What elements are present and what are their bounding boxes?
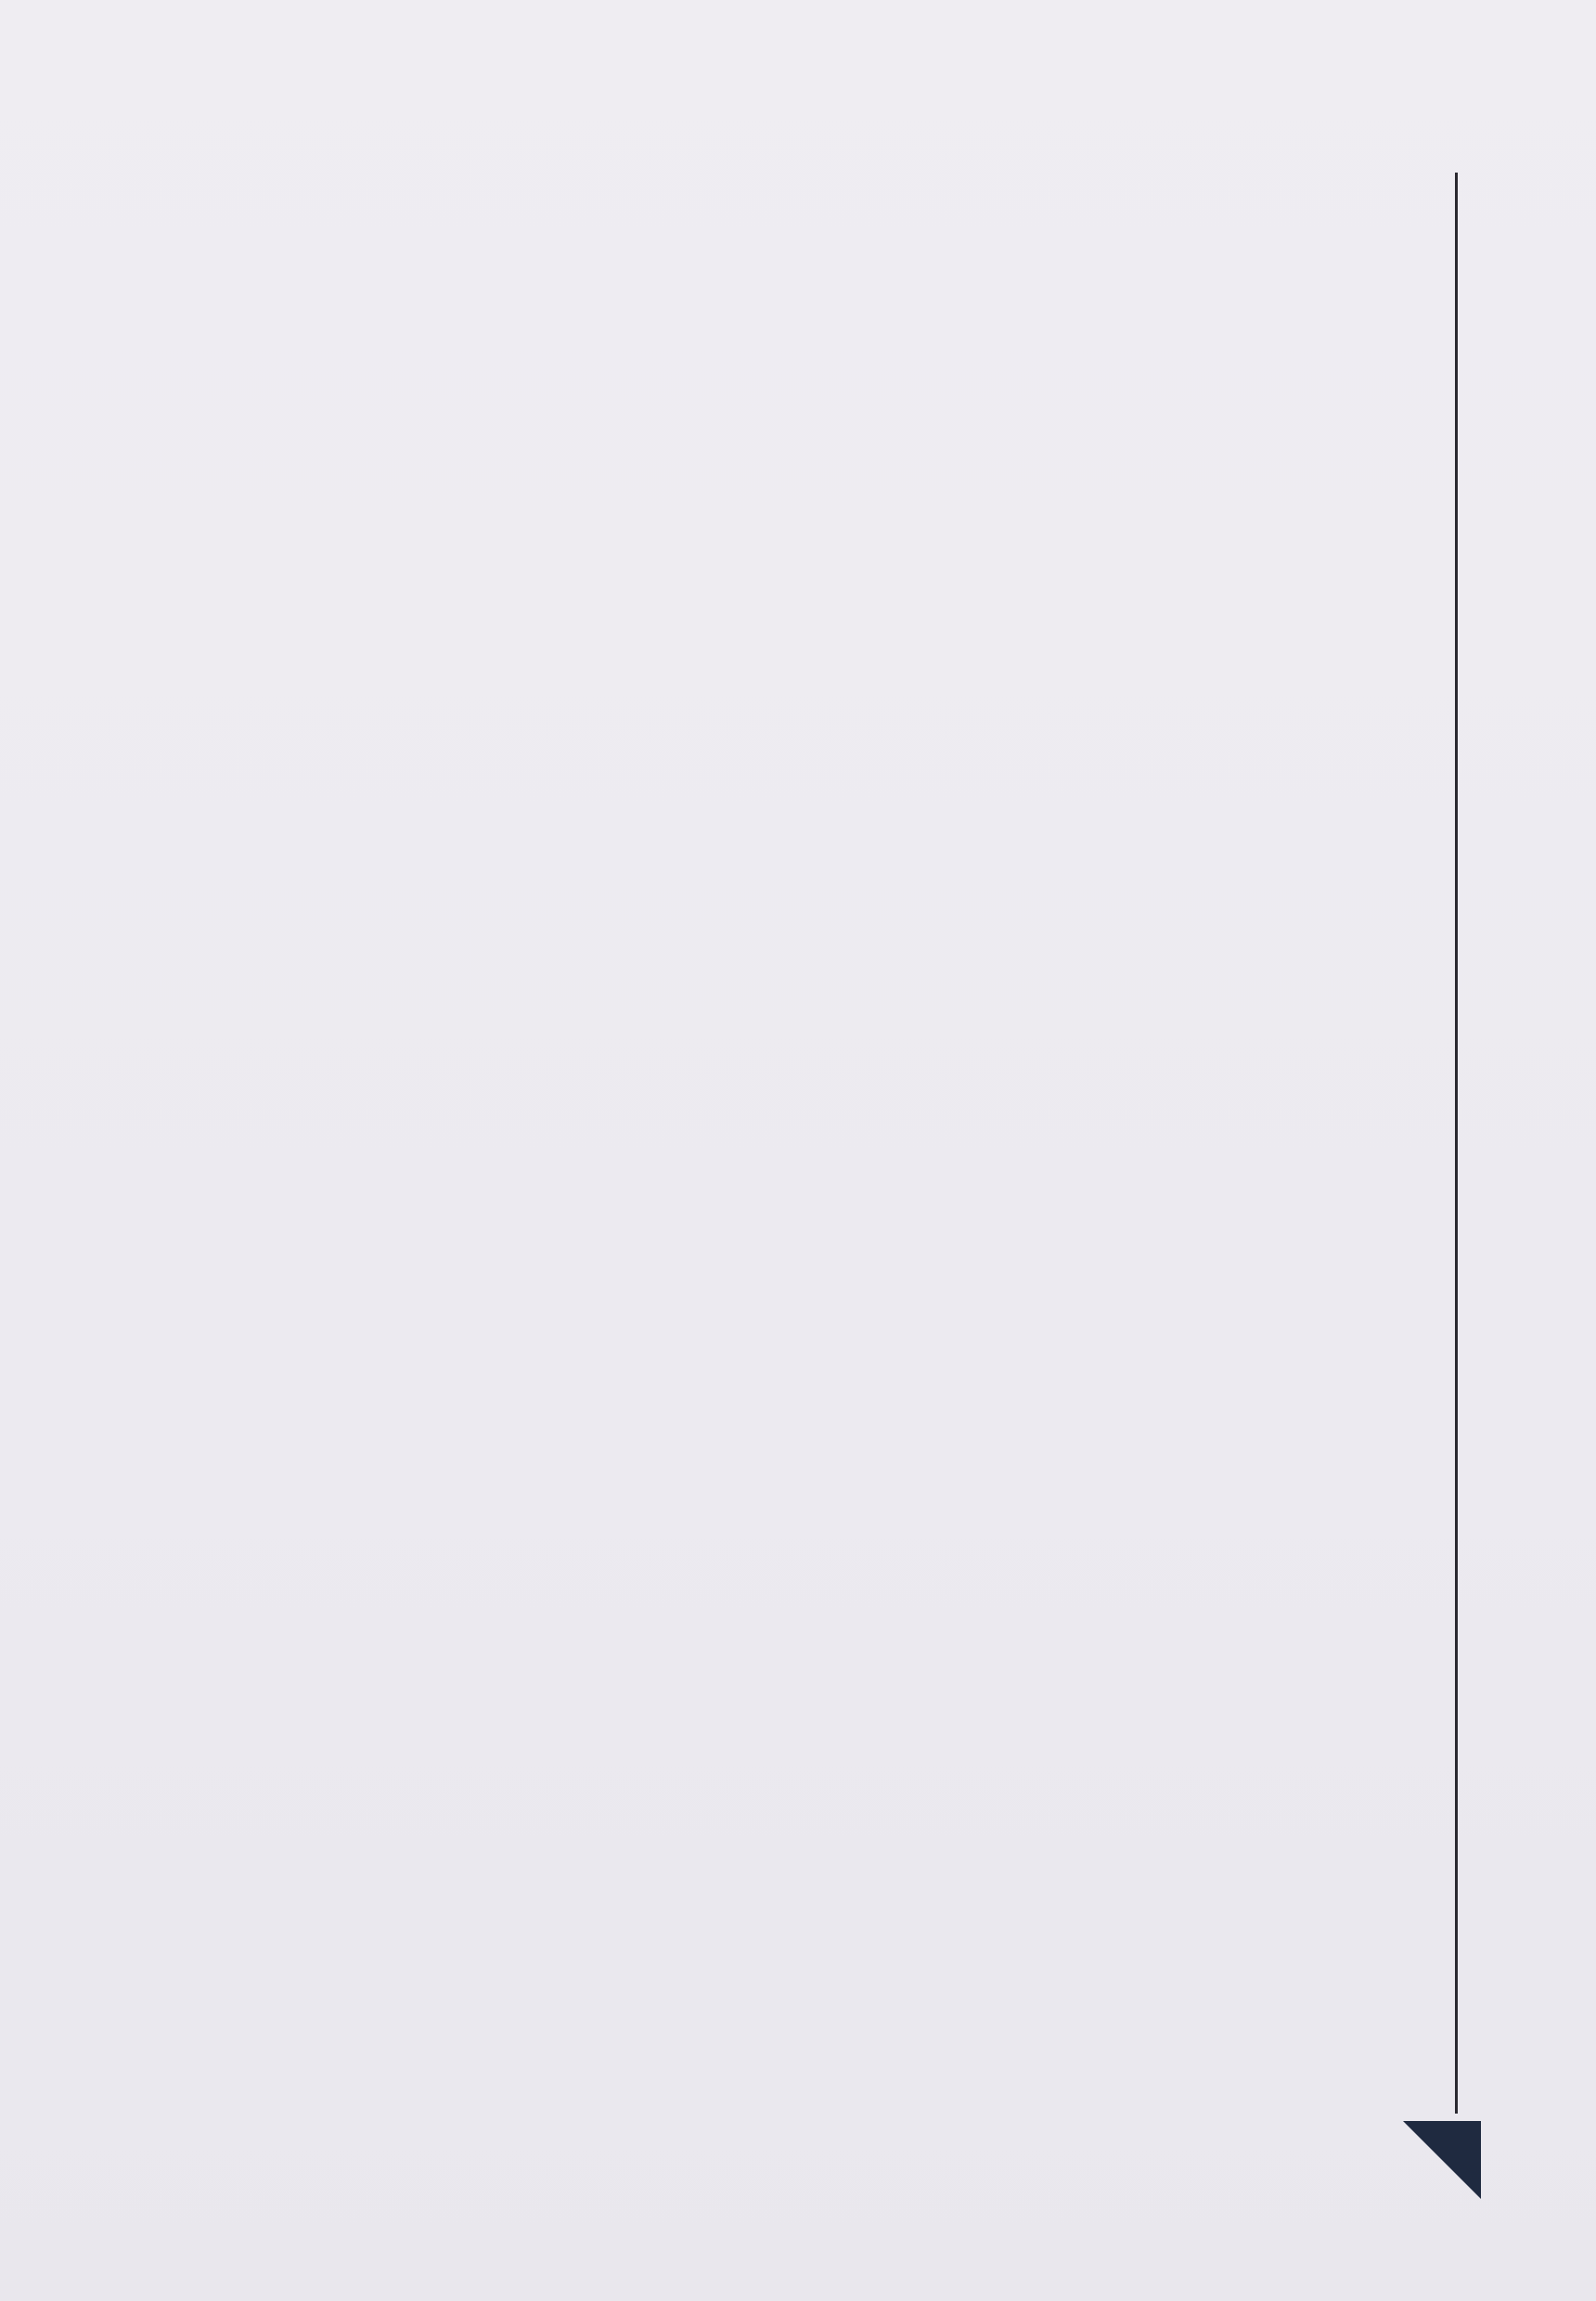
encyclical-heading <box>158 981 1401 1040</box>
text-line <box>158 694 1401 753</box>
top-paragraph <box>158 156 1401 932</box>
text-line <box>158 215 1401 275</box>
page-corner-marker <box>1370 2121 1481 2232</box>
quote-line <box>158 1184 1401 1243</box>
text-line <box>158 395 1401 455</box>
text-line <box>158 1594 1401 1653</box>
text-line <box>158 514 1401 573</box>
margin-rule <box>1455 173 1458 2114</box>
text-line <box>158 276 1401 335</box>
section-heading <box>158 1363 1401 1422</box>
text-line <box>158 1893 1401 1952</box>
text-line <box>158 1714 1401 1773</box>
page-text <box>158 156 1401 2072</box>
text-line <box>158 335 1401 394</box>
bottom-paragraph <box>158 1594 1401 2072</box>
quote-line <box>158 1064 1401 1124</box>
text-line <box>158 1832 1401 1892</box>
text-line <box>158 813 1401 872</box>
text-line <box>158 634 1401 693</box>
text-line <box>158 1952 1401 2012</box>
text-line <box>158 873 1401 932</box>
corner-triangle <box>1403 2121 1481 2199</box>
encyclical-quote <box>158 1064 1401 1243</box>
text-line <box>158 156 1401 215</box>
text-line <box>158 1773 1401 1832</box>
quote-line <box>158 1125 1401 1184</box>
section-author <box>158 1422 1401 1482</box>
text-line <box>158 753 1401 813</box>
text-line <box>158 2012 1401 2072</box>
text-line <box>158 455 1401 514</box>
subheading <box>158 1534 1401 1593</box>
text-line <box>158 574 1401 634</box>
text-line <box>158 1653 1401 1713</box>
